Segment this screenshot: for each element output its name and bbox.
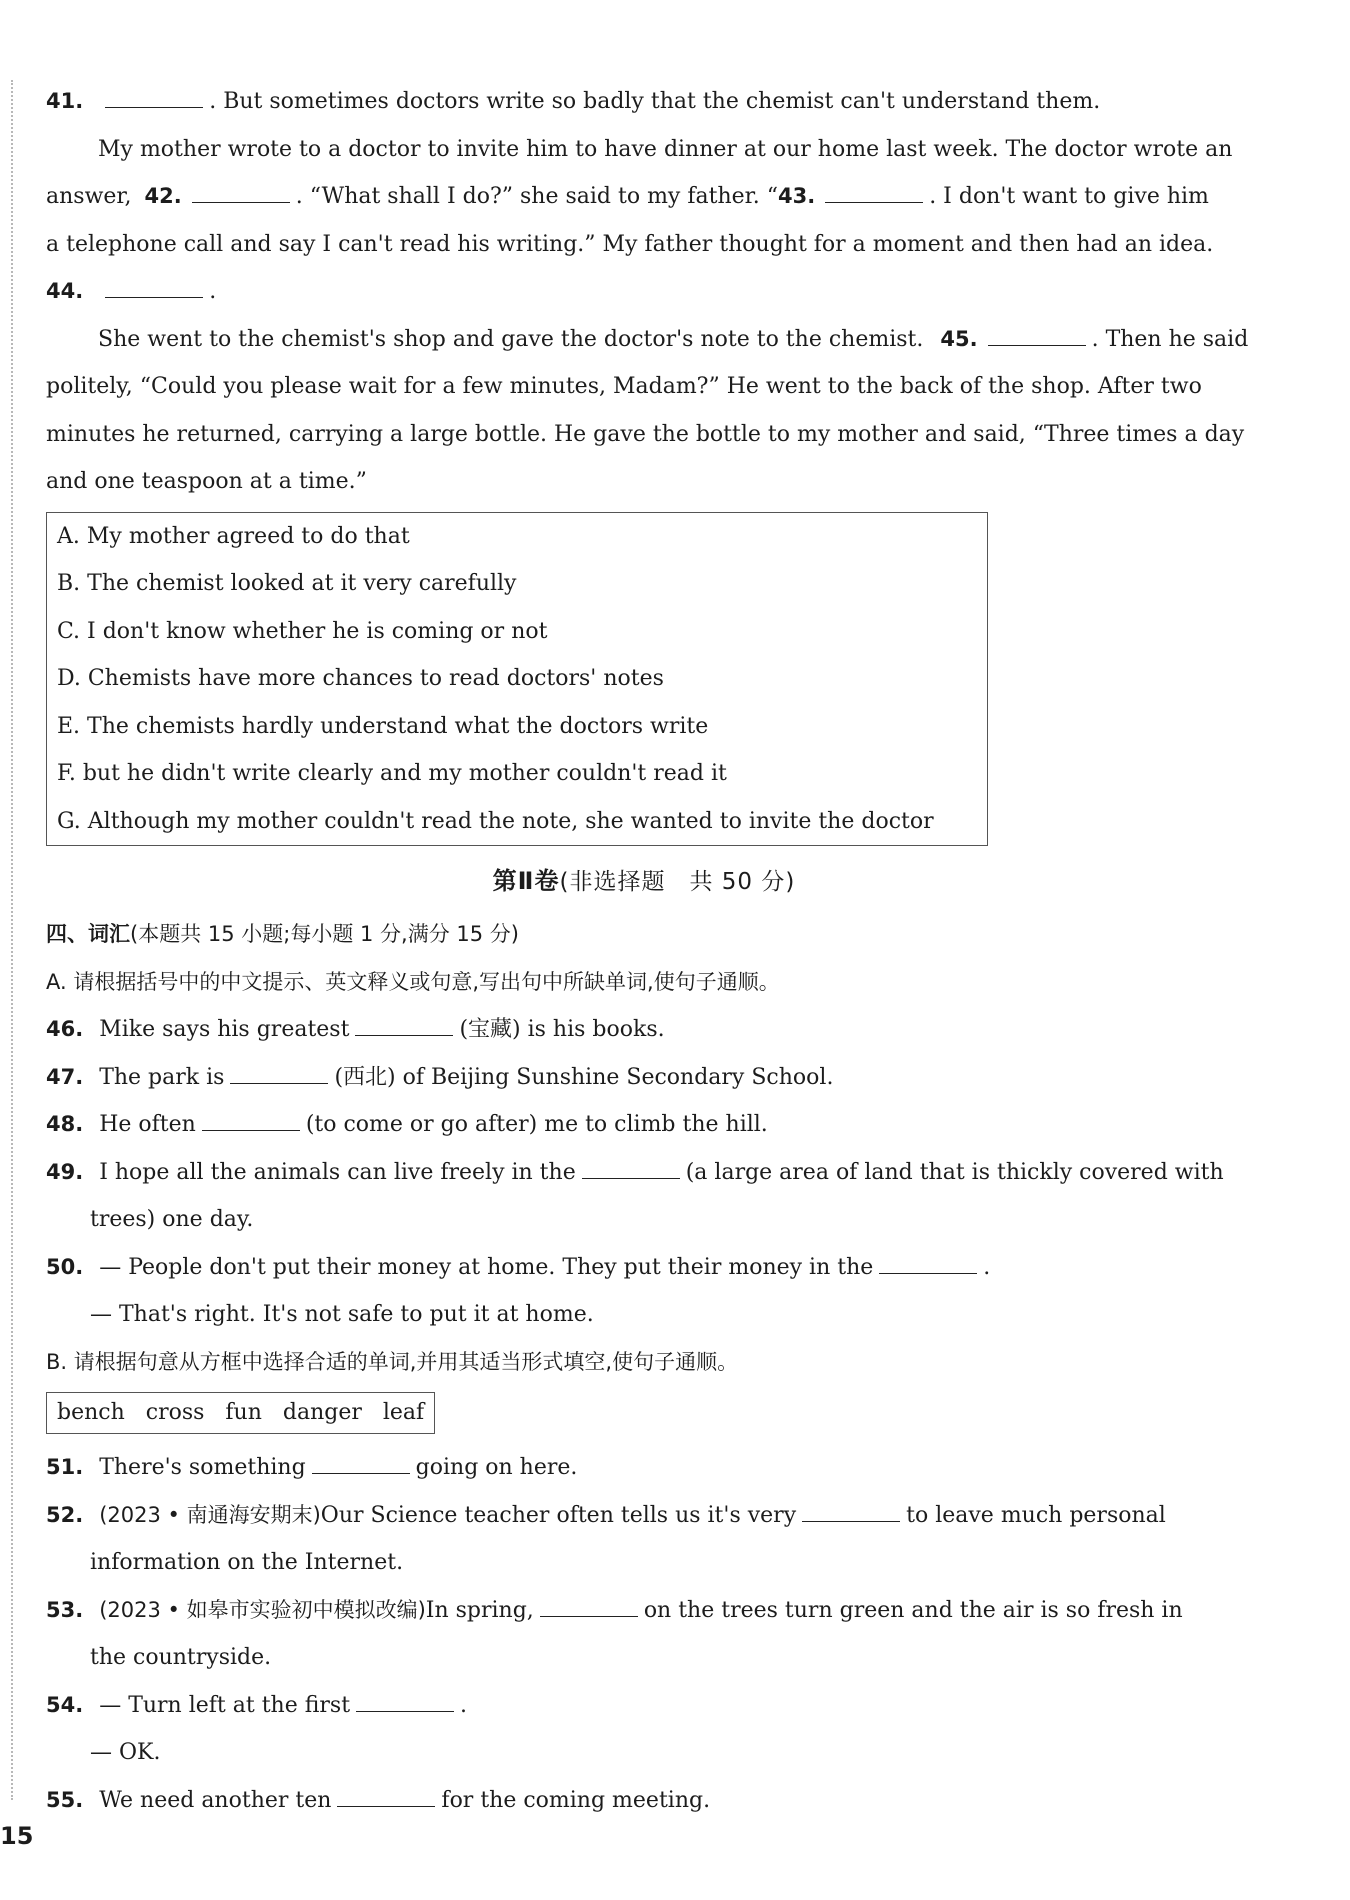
passage-line bbox=[46, 458, 1242, 506]
passage-text: politely, “Could you please wait for a few minutes, Madam?” He went to the back of the shop. After two bbox=[46, 374, 1202, 399]
answer-blank-46[interactable] bbox=[355, 1017, 453, 1036]
answer-blank-49[interactable] bbox=[582, 1160, 680, 1179]
question-text: I hope all the animals can live freely in the bbox=[99, 1159, 576, 1185]
options-box bbox=[46, 512, 988, 847]
answer-blank-53[interactable] bbox=[540, 1598, 638, 1617]
question-number: 43. bbox=[777, 184, 816, 208]
page-number: 15 bbox=[0, 1822, 34, 1850]
answer-blank-55[interactable] bbox=[337, 1788, 435, 1807]
question-number: 42. bbox=[144, 184, 182, 208]
question-text: — That's right. It's not safe to put it at home. bbox=[90, 1302, 594, 1327]
question-50-reply bbox=[46, 1291, 1242, 1339]
question-text: (宝藏) is his books. bbox=[459, 1017, 665, 1042]
question-text: There's something bbox=[99, 1455, 306, 1480]
question-49 bbox=[46, 1149, 1242, 1197]
question-54-reply bbox=[46, 1729, 1242, 1777]
question-number: 44. bbox=[46, 279, 84, 303]
passage-line bbox=[46, 173, 1242, 221]
page-content bbox=[46, 78, 1249, 1824]
passage-text: . “What shall I do?” she said to my father. “ bbox=[295, 184, 778, 209]
answer-blank-43[interactable] bbox=[825, 184, 923, 203]
question-number: 50. bbox=[46, 1254, 84, 1279]
question-text: He often bbox=[99, 1112, 196, 1137]
question-text: . bbox=[460, 1692, 468, 1718]
question-number: 45. bbox=[940, 326, 978, 351]
passage-line bbox=[46, 363, 1242, 411]
question-46 bbox=[46, 1006, 1242, 1054]
option-a: A. My mother agreed to do that bbox=[57, 523, 410, 549]
question-number: 41. bbox=[46, 89, 84, 113]
question-source: (2023 • 南通海安期末) bbox=[99, 1502, 321, 1527]
passage-line bbox=[46, 126, 1242, 174]
question-53 bbox=[46, 1587, 1242, 1635]
passage-line bbox=[46, 316, 1249, 364]
question-text: . bbox=[983, 1254, 991, 1280]
question-number: 51. bbox=[46, 1455, 84, 1479]
question-number: 52. bbox=[46, 1502, 84, 1527]
question-52 bbox=[46, 1492, 1242, 1540]
question-text: — People don't put their money at home. They put their money in the bbox=[99, 1254, 874, 1280]
answer-blank-44[interactable] bbox=[105, 279, 203, 298]
passage-text: . Then he said bbox=[1091, 326, 1249, 352]
part-heading-title: 四、词汇 bbox=[46, 922, 130, 946]
passage-text: a telephone call and say I can't read his writing.” My father thought for a moment and then had an idea. bbox=[46, 231, 1214, 257]
option-e: E. The chemists hardly understand what the doctors write bbox=[57, 713, 709, 739]
passage-line bbox=[46, 411, 1245, 459]
instruction-text: A. 请根据括号中的中文提示、英文释义或句意,写出句中所缺单词,使句子通顺。 bbox=[46, 969, 780, 994]
question-text: Our Science teacher often tells us it's very bbox=[320, 1502, 797, 1528]
passage-text: My mother wrote to a doctor to invite him to have dinner at our home last week. The doctor wrote an bbox=[98, 136, 1233, 162]
question-text: information on the Internet. bbox=[90, 1550, 404, 1575]
question-text: In spring, bbox=[425, 1597, 534, 1623]
passage-line bbox=[46, 221, 1242, 269]
question-49-cont bbox=[46, 1196, 1242, 1244]
question-number: 47. bbox=[46, 1064, 84, 1089]
part-b-instruction bbox=[46, 1339, 1242, 1387]
question-51 bbox=[46, 1444, 1242, 1492]
section-title bbox=[46, 852, 1242, 911]
question-47 bbox=[46, 1054, 1242, 1102]
answer-blank-51[interactable] bbox=[312, 1455, 410, 1474]
question-text: on the trees turn green and the air is so fresh in bbox=[643, 1597, 1183, 1623]
binding-margin-line bbox=[11, 80, 13, 1800]
question-text: (a large area of land that is thickly covered with bbox=[685, 1159, 1224, 1185]
question-text: . But sometimes doctors write so badly that the chemist can't understand them. bbox=[209, 89, 1101, 114]
part-heading-note: (本题共 15 小题;每小题 1 分,满分 15 分) bbox=[130, 922, 519, 946]
question-text: — OK. bbox=[90, 1740, 161, 1765]
question-48 bbox=[46, 1101, 1242, 1149]
question-text: to leave much personal bbox=[906, 1502, 1166, 1528]
section-title-sub: (非选择题 共 50 分) bbox=[559, 869, 796, 895]
part-a-instruction bbox=[46, 959, 1242, 1007]
answer-blank-52[interactable] bbox=[802, 1503, 900, 1522]
question-55 bbox=[46, 1777, 1242, 1825]
question-text: (西北) of Beijing Sunshine Secondary School. bbox=[334, 1064, 834, 1090]
question-number: 49. bbox=[46, 1159, 84, 1184]
question-text: — Turn left at the first bbox=[99, 1692, 351, 1718]
answer-blank-45[interactable] bbox=[988, 327, 1086, 346]
question-text: (to come or go after) me to climb the hill. bbox=[305, 1112, 768, 1137]
option-f: F. but he didn't write clearly and my mother couldn't read it bbox=[57, 761, 727, 786]
passage-text: minutes he returned, carrying a large bottle. He gave the bottle to my mother and said, “Three times a day bbox=[46, 421, 1245, 447]
question-53-cont bbox=[46, 1634, 1242, 1682]
word-box-row bbox=[46, 1386, 1242, 1444]
question-41 bbox=[46, 78, 1242, 126]
passage-text: She went to the chemist's shop and gave the doctor's note to the chemist. bbox=[98, 326, 924, 352]
question-52-cont bbox=[46, 1539, 1242, 1587]
question-number: 46. bbox=[46, 1017, 84, 1041]
answer-blank-42[interactable] bbox=[192, 184, 290, 203]
passage-text: and one teaspoon at a time.” bbox=[46, 469, 367, 494]
answer-blank-41[interactable] bbox=[105, 89, 203, 108]
question-text: We need another ten bbox=[99, 1787, 332, 1813]
part-heading bbox=[46, 911, 1242, 959]
option-d: D. Chemists have more chances to read doctors' notes bbox=[57, 666, 664, 691]
answer-blank-50[interactable] bbox=[879, 1255, 977, 1274]
question-text: going on here. bbox=[415, 1455, 578, 1480]
question-number: 53. bbox=[46, 1597, 84, 1622]
answer-blank-47[interactable] bbox=[230, 1065, 328, 1084]
question-44: 44. . bbox=[46, 279, 217, 304]
passage-text: answer, bbox=[46, 184, 132, 209]
question-number: 55. bbox=[46, 1787, 84, 1812]
passage-text: . I don't want to give him bbox=[929, 184, 1209, 209]
question-number: 48. bbox=[46, 1112, 84, 1136]
answer-blank-48[interactable] bbox=[202, 1112, 300, 1131]
question-text: for the coming meeting. bbox=[441, 1787, 711, 1813]
question-number: 54. bbox=[46, 1692, 84, 1717]
instruction-text: B. 请根据句意从方框中选择合适的单词,并用其适当形式填空,使句子通顺。 bbox=[46, 1349, 739, 1374]
question-54 bbox=[46, 1682, 1242, 1730]
question-text: the countryside. bbox=[90, 1645, 272, 1670]
question-text: The park is bbox=[99, 1064, 225, 1090]
option-b: B. The chemist looked at it very carefully bbox=[57, 571, 517, 596]
option-g: G. Although my mother couldn't read the note, she wanted to invite the doctor bbox=[57, 808, 934, 834]
question-source: (2023 • 如皋市实验初中模拟改编) bbox=[99, 1597, 426, 1622]
section-title-main: 第Ⅱ卷 bbox=[492, 867, 560, 895]
question-50 bbox=[46, 1244, 1242, 1292]
word-box: bench cross fun danger leaf bbox=[46, 1392, 435, 1434]
question-text: Mike says his greatest bbox=[99, 1017, 350, 1042]
answer-blank-54[interactable] bbox=[356, 1693, 454, 1712]
option-c: C. I don't know whether he is coming or not bbox=[57, 618, 548, 644]
question-text: trees) one day. bbox=[90, 1207, 254, 1232]
